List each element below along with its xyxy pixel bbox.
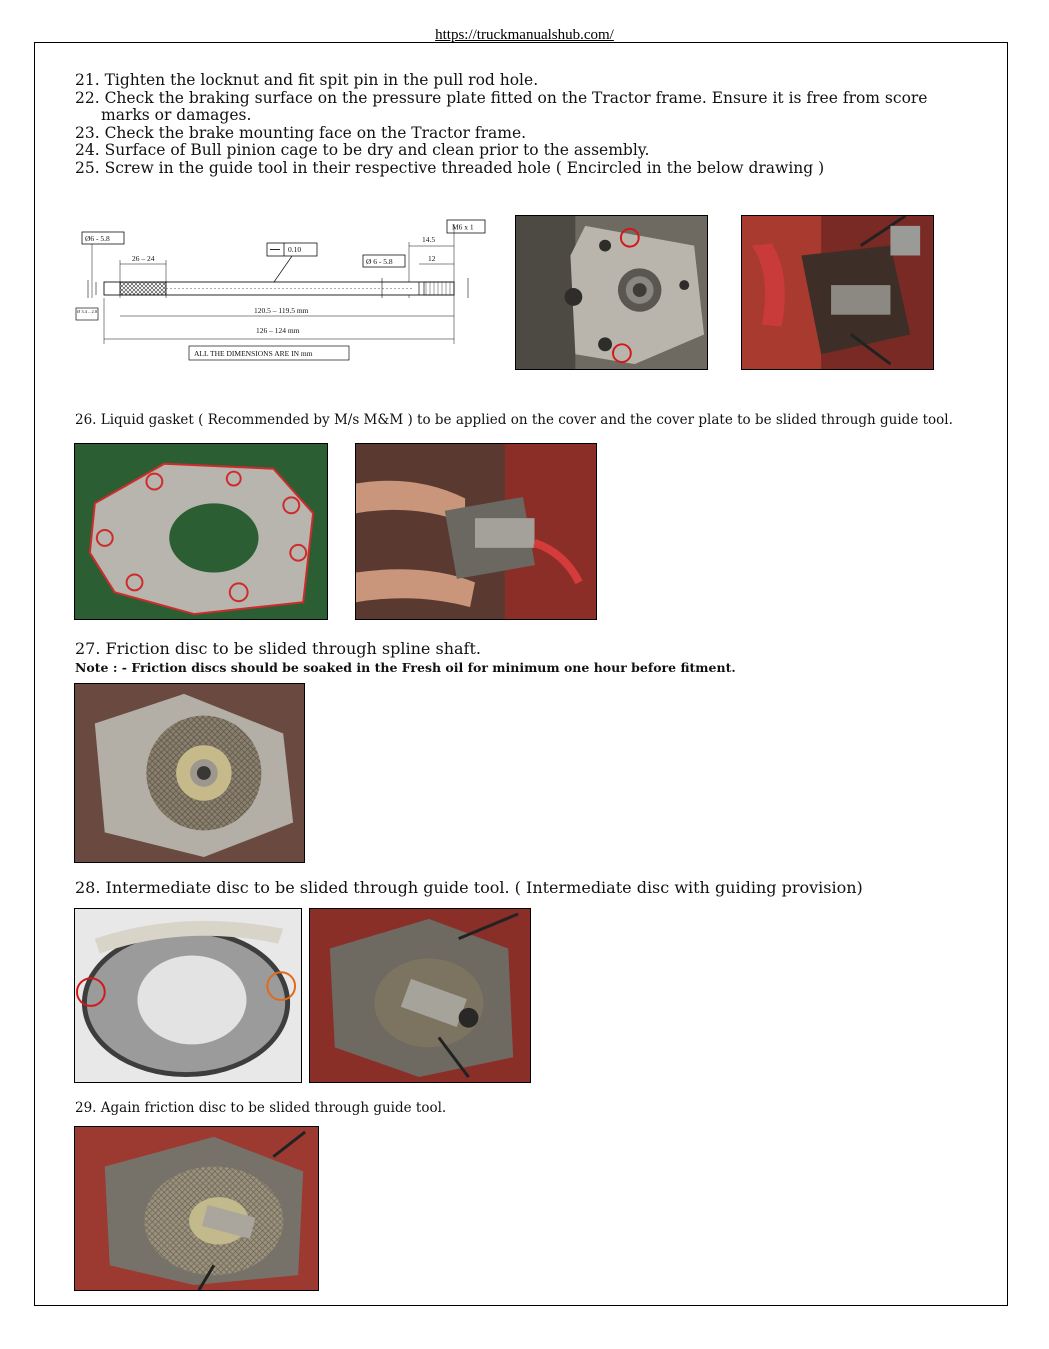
photo-guide-tools-installed — [741, 215, 934, 370]
photo-second-friction-disc — [74, 1126, 319, 1291]
step-24: 24. Surface of Bull pinion cage to be dry and clean prior to the assembly. — [75, 141, 650, 159]
dim-dia-small: Ø 3.4 – 2.8 — [77, 309, 98, 314]
photo-threaded-holes — [515, 215, 708, 370]
dim-14-5: 14.5 — [422, 235, 436, 244]
header-url[interactable]: https://truckmanualshub.com/ — [435, 27, 614, 43]
dim-total-length: 126 – 124 mm — [256, 326, 300, 335]
step-23: 23. Check the brake mounting face on the Tractor frame. — [75, 123, 527, 142]
step-22: 22. Check the braking surface on the pressure plate fitted on the Tractor frame. Ensure it is free from score marks or damages. — [75, 88, 928, 124]
photo-liquid-gasket — [74, 443, 328, 620]
dim-note: ALL THE DIMENSIONS ARE IN mm — [194, 349, 313, 358]
dim-12: 12 — [428, 254, 436, 263]
step-27: 27. Friction disc to be slided through spline shaft. — [75, 639, 481, 658]
photo-intermediate-disc-installed — [309, 908, 531, 1083]
step-29: 29. Again friction disc to be slided through guide tool. — [75, 1100, 447, 1116]
step-25: 25. Screw in the guide tool in their respective threaded hole ( Encircled in the below drawing ) — [75, 158, 825, 177]
dim-thread: M6 x 1 — [452, 222, 474, 232]
photo-sliding-cover-plate — [355, 443, 597, 620]
note-27: Note : - Friction discs should be soaked in the Fresh oil for minimum one hour before fitment. — [75, 660, 736, 675]
step-28: 28. Intermediate disc to be slided through guide tool. ( Intermediate disc with guiding provision) — [75, 878, 863, 897]
dim-inner-length: 120.5 – 119.5 mm — [254, 306, 309, 315]
step-26: 26. Liquid gasket ( Recommended by M/s M&M ) to be applied on the cover and the cover plate to be slided through guide tool. — [75, 412, 953, 428]
dim-dia-left: Ø6 - 5.8 — [85, 234, 110, 243]
photo-friction-disc — [74, 683, 305, 863]
step-21: 21. Tighten the locknut and fit spit pin in the pull rod hole. — [75, 71, 539, 89]
dim-knurl: 26 – 24 — [132, 254, 155, 263]
guide-tool-svg — [74, 214, 492, 366]
photo-intermediate-disc — [74, 908, 302, 1083]
guide-tool-drawing — [74, 214, 492, 366]
dim-dia-right: Ø 6 - 5.8 — [366, 257, 393, 266]
dim-flatness: 0.10 — [288, 245, 302, 254]
steps-list — [75, 72, 975, 177]
